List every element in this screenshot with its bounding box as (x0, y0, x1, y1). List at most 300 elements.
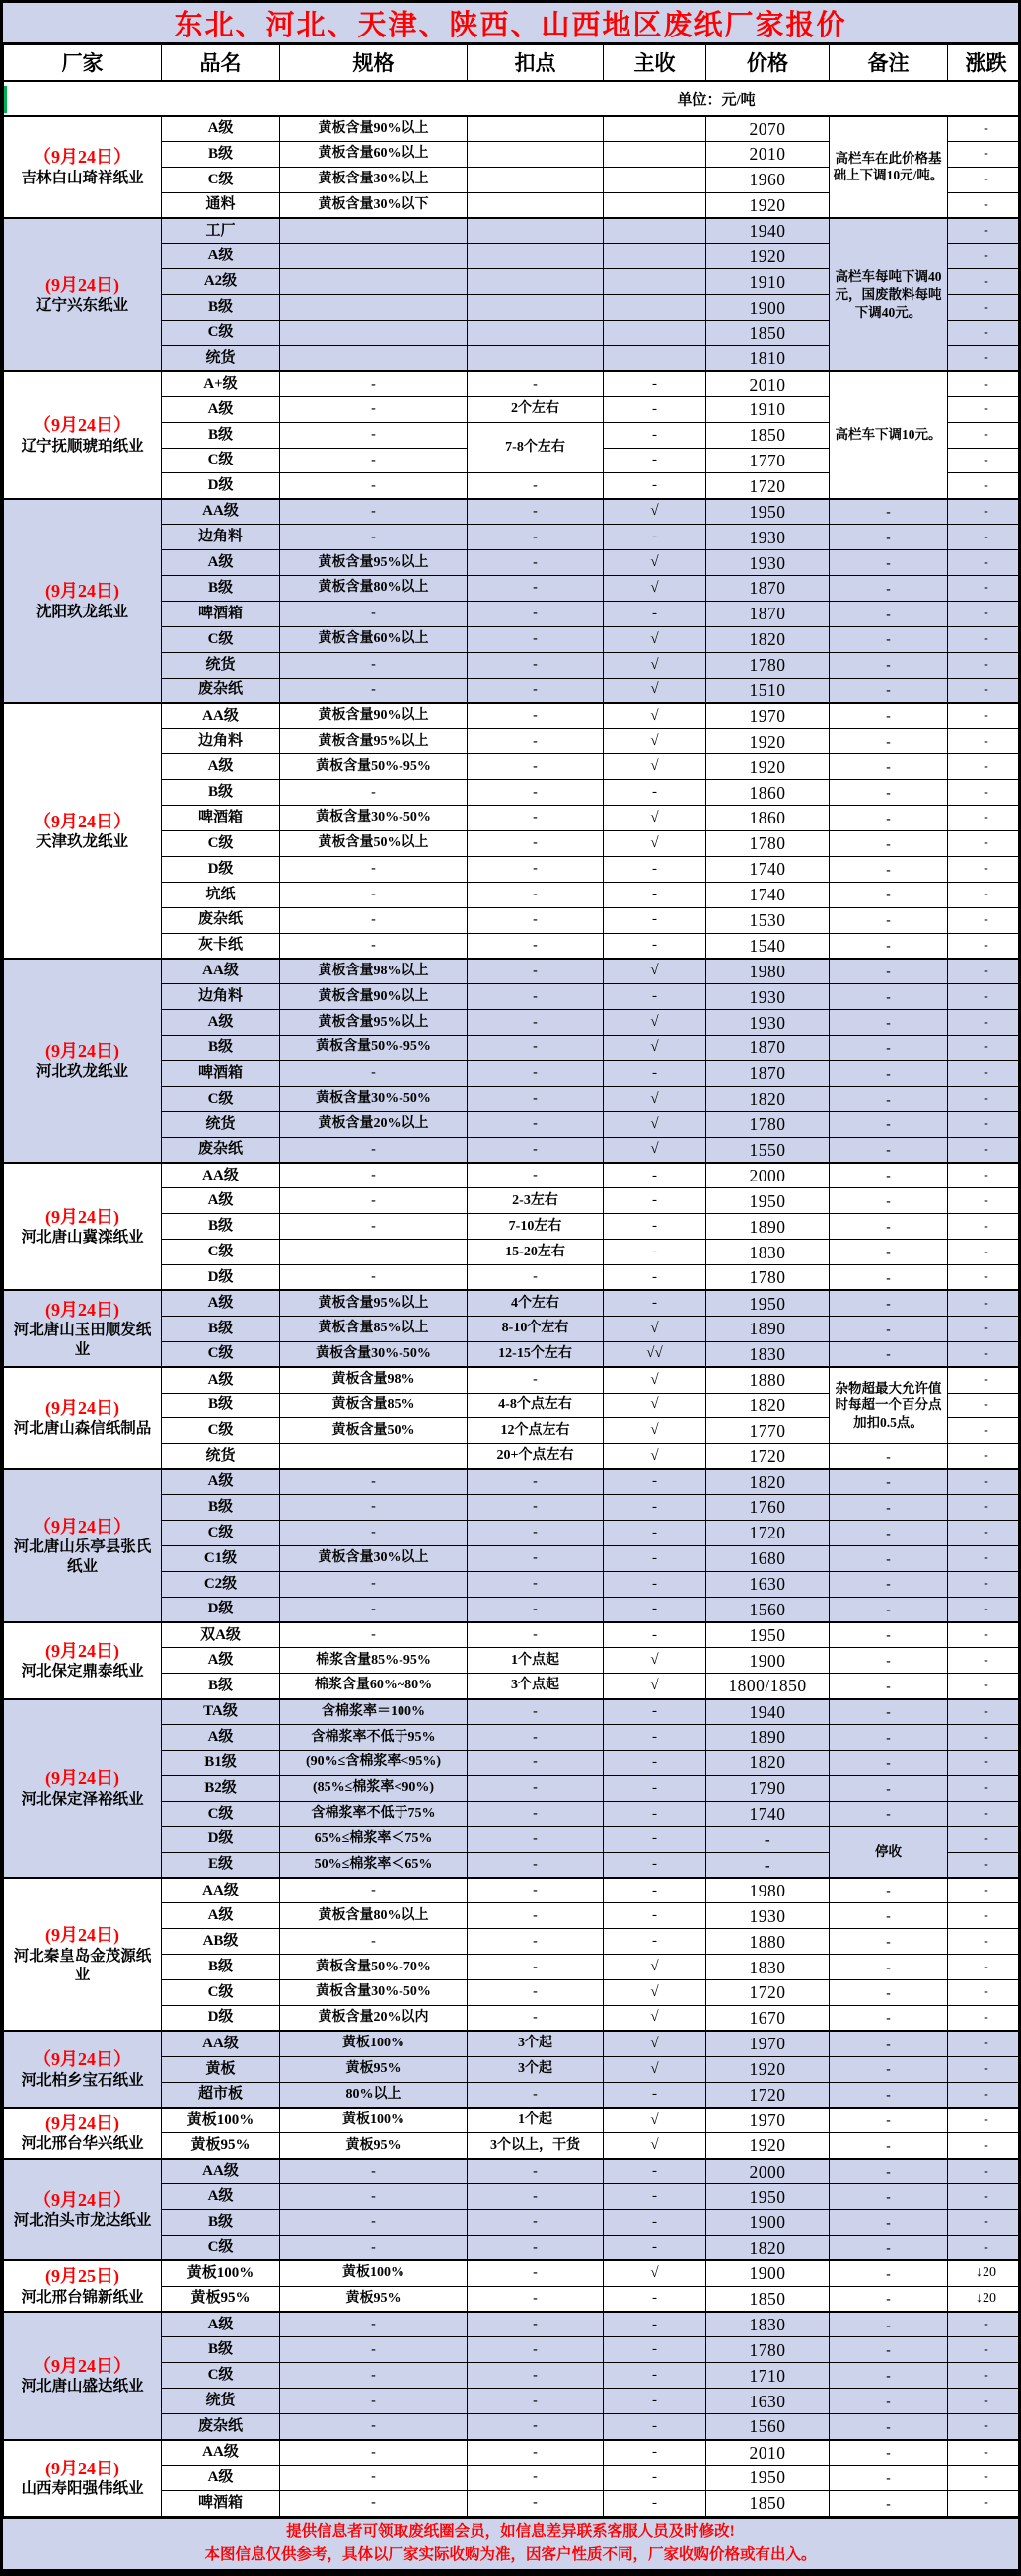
spec-cell: - (280, 933, 468, 959)
main-collect-cell: - (604, 2337, 706, 2363)
deduction-cell: 12个点左右 (468, 1418, 604, 1444)
factory-date: (9月24日) (45, 1397, 119, 1418)
change-cell: - (948, 2108, 1021, 2133)
factory-name: 河北泊头市龙达纸业 (13, 2212, 152, 2230)
change-cell: - (948, 1469, 1021, 1495)
grade-cell: AA级 (162, 1878, 280, 1903)
factory-date: （9月24日） (34, 1516, 131, 1537)
price-cell: 1720 (706, 473, 830, 499)
change-cell: - (948, 550, 1021, 576)
price-cell: 1970 (706, 2108, 830, 2133)
deduction-cell (468, 346, 604, 372)
change-cell: - (948, 371, 1021, 396)
price-cell: 1740 (706, 1801, 830, 1826)
spec-cell: 黄板含量60%以上 (280, 141, 468, 167)
spec-cell: 黄板95% (280, 2056, 468, 2082)
factory-date: (9月24日) (45, 2458, 119, 2478)
deduction-cell: - (468, 1545, 604, 1571)
column-header-1: 品名 (162, 45, 280, 81)
spec-cell: - (280, 2184, 468, 2210)
price-cell: 1540 (706, 933, 830, 959)
grade-cell: 灰卡纸 (162, 933, 280, 959)
main-collect-cell: - (604, 1622, 706, 1648)
spec-cell: 黄板95% (280, 2133, 468, 2159)
deduction-cell: - (468, 1699, 604, 1725)
spec-cell (280, 346, 468, 372)
factory-date: (9月24日) (45, 581, 119, 602)
main-collect-cell: - (604, 1290, 706, 1316)
grade-cell: B级 (162, 576, 280, 602)
grade-cell: 统货 (162, 652, 280, 678)
grade-cell: C级 (162, 321, 280, 346)
spec-cell: - (280, 1163, 468, 1188)
deduction-cell: - (468, 2159, 604, 2184)
grade-cell: AA级 (162, 959, 280, 984)
deduction-cell: - (468, 780, 604, 806)
grade-cell: A级 (162, 2312, 280, 2337)
note-cell: - (830, 703, 948, 729)
spec-cell: - (280, 499, 468, 525)
grade-cell: A级 (162, 116, 280, 142)
note-cell: - (830, 1188, 948, 1214)
deduction-cell: - (468, 2082, 604, 2108)
price-cell: 2070 (706, 116, 830, 142)
deduction-cell: - (468, 1955, 604, 1980)
price-cell: 1890 (706, 1214, 830, 1240)
grade-cell: 统货 (162, 1444, 280, 1469)
price-cell: 1960 (706, 167, 830, 192)
factory-cell (4, 2159, 162, 2261)
change-cell: - (948, 678, 1021, 703)
price-cell: 2000 (706, 2159, 830, 2184)
price-cell: 1980 (706, 959, 830, 984)
main-collect-cell: √ (604, 2133, 706, 2159)
deduction-cell: - (468, 2286, 604, 2312)
price-cell: 1710 (706, 2363, 830, 2389)
deduction-cell: - (468, 1469, 604, 1495)
change-cell: - (948, 2235, 1021, 2260)
change-cell: - (948, 448, 1021, 473)
main-collect-cell: √ (604, 1444, 706, 1469)
spec-cell: 黄板含量90%以上 (280, 116, 468, 142)
spec-cell: 黄板含量95%以上 (280, 729, 468, 754)
grade-cell: A级 (162, 1903, 280, 1929)
grade-cell: B级 (162, 1955, 280, 1980)
change-cell: - (948, 473, 1021, 499)
table-row (4, 1469, 1021, 1495)
spec-cell: 黄板100% (280, 2031, 468, 2056)
change-cell: - (948, 1188, 1021, 1214)
price-cell: 1920 (706, 754, 830, 780)
change-cell: - (948, 1929, 1021, 1955)
table-row (4, 2108, 1021, 2133)
main-collect-cell (604, 116, 706, 142)
main-collect-cell: √√ (604, 1341, 706, 1367)
main-collect-cell: - (604, 1852, 706, 1878)
deduction-cell: - (468, 2465, 604, 2490)
column-header-4: 主收 (604, 45, 706, 81)
price-cell: 1560 (706, 2414, 830, 2440)
price-cell: 1920 (706, 244, 830, 269)
deduction-cell: - (468, 576, 604, 602)
price-cell: 1780 (706, 2337, 830, 2363)
grade-cell: A级 (162, 2184, 280, 2210)
factory-cell (4, 1469, 162, 1622)
spec-cell: 黄板含量98% (280, 1367, 468, 1393)
grade-cell: B1级 (162, 1751, 280, 1776)
deduction-cell: - (468, 1367, 604, 1393)
grade-cell: 统货 (162, 1111, 280, 1137)
change-cell: - (948, 1852, 1021, 1878)
spec-cell (280, 1240, 468, 1265)
spec-cell: 80%以上 (280, 2082, 468, 2108)
price-cell: 1920 (706, 2056, 830, 2082)
main-collect-cell: - (604, 2082, 706, 2108)
main-collect-cell: √ (604, 1393, 706, 1418)
spec-cell: 黄板100% (280, 2260, 468, 2286)
price-cell: 1780 (706, 1111, 830, 1137)
deduction-cell: - (468, 806, 604, 831)
factory-cell (4, 116, 162, 219)
price-cell: 1860 (706, 780, 830, 806)
deduction-cell: - (468, 473, 604, 499)
grade-cell: 超市板 (162, 2082, 280, 2108)
main-collect-cell: - (604, 2312, 706, 2337)
change-cell: - (948, 1648, 1021, 1674)
main-collect-cell: - (604, 1545, 706, 1571)
main-collect-cell: √ (604, 1980, 706, 2006)
spec-cell: 含棉浆率不低于75% (280, 1801, 468, 1826)
note-cell: - (830, 1111, 948, 1137)
factory-name: 沈阳玖龙纸业 (36, 603, 128, 620)
note-cell: - (830, 2005, 948, 2031)
price-cell: 1930 (706, 525, 830, 550)
deduction-cell: - (468, 882, 604, 907)
price-cell: 1970 (706, 703, 830, 729)
note-cell: - (830, 1571, 948, 1597)
deduction-cell: - (468, 1903, 604, 1929)
change-cell: - (948, 1903, 1021, 1929)
spec-cell: 黄板含量20%以上 (280, 1111, 468, 1137)
factory-cell (4, 1878, 162, 2031)
deduction-cell (468, 269, 604, 295)
factory-cell (4, 2260, 162, 2312)
factory-name: 河北玖龙纸业 (36, 1063, 128, 1081)
price-cell: 2000 (706, 1163, 830, 1188)
main-collect-cell (604, 346, 706, 372)
price-cell: 1850 (706, 422, 830, 448)
main-collect-cell: - (604, 907, 706, 933)
deduction-cell: - (468, 2440, 604, 2466)
price-cell: 1830 (706, 2312, 830, 2337)
grade-cell: 啤酒箱 (162, 806, 280, 831)
note-cell: - (830, 1699, 948, 1725)
footer (3, 2517, 1018, 2569)
factory-cell (4, 1622, 162, 1699)
main-collect-cell: √ (604, 830, 706, 856)
deduction-cell: - (468, 959, 604, 984)
spec-cell (280, 1444, 468, 1469)
price-cell: 1790 (706, 1775, 830, 1801)
deduction-cell: - (468, 525, 604, 550)
main-collect-cell: - (604, 2414, 706, 2440)
note-cell: - (830, 1980, 948, 2006)
spec-cell: 黄板含量50%-95% (280, 1036, 468, 1061)
spec-cell: - (280, 473, 468, 499)
grade-cell: C级 (162, 2235, 280, 2260)
factory-name: 河北唐山森信纸制品 (13, 1420, 152, 1438)
spec-cell: - (280, 1214, 468, 1240)
factory-cell (4, 703, 162, 959)
change-cell: - (948, 806, 1021, 831)
grade-cell: C级 (162, 1980, 280, 2006)
grade-cell: 啤酒箱 (162, 1060, 280, 1086)
grade-cell: A级 (162, 396, 280, 422)
change-cell: - (948, 959, 1021, 984)
spec-cell: 黄板含量30%-50% (280, 1086, 468, 1111)
spec-cell: - (280, 678, 468, 703)
spec-cell: - (280, 2363, 468, 2389)
factory-name: 河北邢台华兴纸业 (21, 2135, 144, 2153)
deduction-cell: 7-10左右 (468, 1214, 604, 1240)
grade-cell: 边角料 (162, 729, 280, 754)
price-cell: 2010 (706, 2440, 830, 2466)
table-row (4, 1699, 1021, 1725)
table-row (4, 1622, 1021, 1648)
deduction-cell: - (468, 1111, 604, 1137)
grade-cell: 统货 (162, 346, 280, 372)
note-cell: - (830, 1060, 948, 1086)
note-cell: - (830, 576, 948, 602)
main-collect-cell: - (604, 371, 706, 396)
grade-cell: 黄板 (162, 2056, 280, 2082)
note-cell: - (830, 1290, 948, 1316)
main-collect-cell: - (604, 422, 706, 448)
spec-cell: 黄板含量98%以上 (280, 959, 468, 984)
price-cell: 1850 (706, 321, 830, 346)
change-cell: - (948, 1980, 1021, 2006)
spec-cell: - (280, 2312, 468, 2337)
change-cell: - (948, 192, 1021, 218)
change-cell: - (948, 652, 1021, 678)
main-collect-cell: √ (604, 1955, 706, 1980)
grade-cell: 双A级 (162, 1622, 280, 1648)
spec-cell: 黄板含量85%以上 (280, 1316, 468, 1341)
grade-cell: E级 (162, 1852, 280, 1878)
grade-cell: C级 (162, 1086, 280, 1111)
main-collect-cell: - (604, 2210, 706, 2236)
deduction-cell: - (468, 1163, 604, 1188)
main-collect-cell: - (604, 1801, 706, 1826)
factory-cell (4, 1367, 162, 1469)
factory-cell (4, 2108, 162, 2159)
spec-cell: - (280, 1137, 468, 1163)
spec-cell: - (280, 1622, 468, 1648)
factory-date: （9月24日） (34, 415, 131, 436)
grade-cell: A级 (162, 1188, 280, 1214)
main-collect-cell: √ (604, 576, 706, 602)
main-collect-cell (604, 295, 706, 321)
deduction-cell: - (468, 1801, 604, 1826)
grade-cell: B级 (162, 2337, 280, 2363)
note-cell: - (830, 1955, 948, 1980)
price-cell: 1880 (706, 1367, 830, 1393)
change-cell: - (948, 830, 1021, 856)
deduction-cell: - (468, 2363, 604, 2389)
deduction-cell: - (468, 1622, 604, 1648)
factory-date: (9月24日) (45, 2112, 119, 2133)
spec-cell: 黄板含量80%以上 (280, 576, 468, 602)
factory-name: 河北柏乡宝石纸业 (21, 2071, 144, 2089)
grade-cell: 废杂纸 (162, 1137, 280, 1163)
grade-cell: D级 (162, 2005, 280, 2031)
spec-cell (280, 244, 468, 269)
deduction-cell: - (468, 1878, 604, 1903)
table-row (4, 2440, 1021, 2466)
factory-date: （9月24日） (34, 2355, 131, 2376)
factory-cell (4, 371, 162, 498)
grade-cell: 统货 (162, 2389, 280, 2414)
page-title: 东北、河北、天津、陕西、山西地区废纸厂家报价 (3, 3, 1018, 44)
footer-line-2: 本图信息仅供参考，具体以厂家实际收购为准，因客户性质不同，厂家收购价格或有出入。 (204, 2546, 817, 2564)
price-cell: 1820 (706, 1469, 830, 1495)
spec-cell: 黄板含量90%以上 (280, 984, 468, 1010)
change-cell: - (948, 1393, 1021, 1418)
note-cell: - (830, 1622, 948, 1648)
price-cell: 1890 (706, 1316, 830, 1341)
price-cell: 1820 (706, 1086, 830, 1111)
spec-cell: 黄板含量50%-95% (280, 754, 468, 780)
note-cell: - (830, 1520, 948, 1545)
deduction-cell: - (468, 1265, 604, 1291)
deduction-cell: - (468, 1826, 604, 1852)
spec-cell: 棉浆含量60%~80% (280, 1674, 468, 1699)
note-cell: - (830, 1878, 948, 1903)
price-cell: 1720 (706, 1980, 830, 2006)
note-cell: - (830, 2184, 948, 2210)
grade-cell: 黄板100% (162, 2260, 280, 2286)
deduction-cell: - (468, 1010, 604, 1036)
spec-cell: 含棉浆率＝100% (280, 1699, 468, 1725)
note-cell: - (830, 2031, 948, 2056)
table-row (4, 1290, 1021, 1316)
grade-cell: AA级 (162, 1163, 280, 1188)
change-cell: - (948, 295, 1021, 321)
spec-cell (280, 218, 468, 244)
price-cell: 1830 (706, 1240, 830, 1265)
main-collect-cell: √ (604, 1086, 706, 1111)
grade-cell: A级 (162, 1648, 280, 1674)
table-row (4, 2260, 1021, 2286)
change-cell: - (948, 1137, 1021, 1163)
price-cell: 1900 (706, 1648, 830, 1674)
unit-cell (4, 81, 1021, 116)
spec-cell: 黄板含量50%-70% (280, 1955, 468, 1980)
deduction-cell: - (468, 626, 604, 652)
deduction-cell: - (468, 1775, 604, 1801)
table-row (4, 371, 1021, 396)
price-cell: 1920 (706, 729, 830, 754)
factory-name: 河北唐山冀滦纸业 (21, 1229, 144, 1247)
spec-cell: - (280, 856, 468, 882)
change-cell: - (948, 346, 1021, 372)
deduction-cell: - (468, 729, 604, 754)
table-row (4, 499, 1021, 525)
change-cell: ↓20 (948, 2260, 1021, 2286)
change-cell: - (948, 984, 1021, 1010)
column-header-0: 厂家 (4, 45, 162, 81)
price-cell: 1910 (706, 269, 830, 295)
main-collect-cell: √ (604, 2260, 706, 2286)
price-cell: 1930 (706, 1010, 830, 1036)
change-cell: - (948, 576, 1021, 602)
main-collect-cell: √ (604, 959, 706, 984)
note-cell: - (830, 2159, 948, 2184)
change-cell: - (948, 856, 1021, 882)
grade-cell: A级 (162, 1469, 280, 1495)
main-collect-cell: - (604, 1903, 706, 1929)
grade-cell: A级 (162, 1290, 280, 1316)
deduction-cell: 12-15个左右 (468, 1341, 604, 1367)
note-cell: - (830, 1495, 948, 1521)
grade-cell: 边角料 (162, 525, 280, 550)
main-collect-cell: - (604, 2490, 706, 2516)
table-row (4, 218, 1021, 244)
note-cell: - (830, 780, 948, 806)
grade-cell: A级 (162, 1010, 280, 1036)
change-cell: - (948, 1597, 1021, 1622)
deduction-cell: - (468, 1751, 604, 1776)
factory-name: 山西寿阳强伟纸业 (21, 2480, 144, 2498)
price-cell: 1560 (706, 1597, 830, 1622)
main-collect-cell: - (604, 2389, 706, 2414)
deduction-cell: - (468, 1980, 604, 2006)
note-cell: 停收 (830, 1826, 948, 1878)
note-cell: - (830, 2260, 948, 2286)
deduction-cell (468, 141, 604, 167)
deduction-cell (468, 218, 604, 244)
factory-name: 河北唐山乐亭县张氏纸业 (13, 1538, 152, 1575)
note-cell: - (830, 1137, 948, 1163)
deduction-cell: - (468, 830, 604, 856)
factory-name: 河北唐山玉田顺发纸业 (13, 1322, 152, 1358)
note-cell: - (830, 1751, 948, 1776)
note-cell: - (830, 830, 948, 856)
change-cell: - (948, 1826, 1021, 1852)
change-cell: - (948, 2005, 1021, 2031)
main-collect-cell: √ (604, 2108, 706, 2133)
price-cell: 1870 (706, 1060, 830, 1086)
deduction-cell: - (468, 2210, 604, 2236)
deduction-cell: - (468, 1597, 604, 1622)
price-cell: 1530 (706, 907, 830, 933)
grade-cell: AA级 (162, 2031, 280, 2056)
grade-cell: AB级 (162, 1929, 280, 1955)
change-cell: - (948, 1316, 1021, 1341)
price-cell: 1860 (706, 806, 830, 831)
main-collect-cell (604, 244, 706, 269)
note-cell: - (830, 856, 948, 882)
grade-cell: A级 (162, 550, 280, 576)
change-cell: - (948, 2312, 1021, 2337)
price-cell: 1670 (706, 2005, 830, 2031)
note-cell: - (830, 1010, 948, 1036)
note-cell: - (830, 1725, 948, 1751)
grade-cell: B级 (162, 422, 280, 448)
spec-cell: - (280, 601, 468, 626)
main-collect-cell: - (604, 1699, 706, 1725)
spec-cell: - (280, 907, 468, 933)
